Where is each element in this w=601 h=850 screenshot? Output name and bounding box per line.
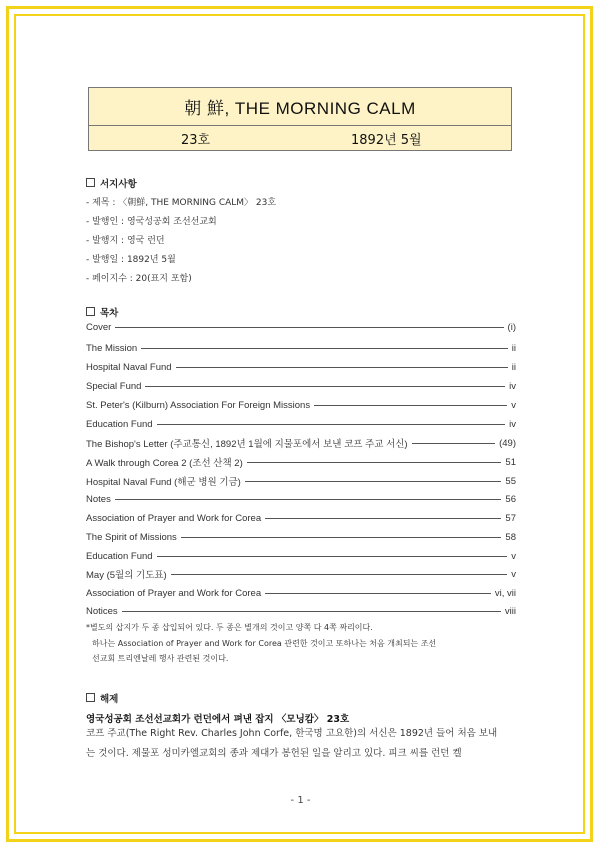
- toc-entry: Notes 56: [86, 493, 516, 505]
- toc-entry: Hospital Naval Fund (해군 병원 기금) 55: [86, 475, 516, 488]
- toc-entry: The Bishop's Letter (주교통신, 1892년 1월에 지물포에서 보낸 코프 주교 서신) (49): [86, 437, 516, 450]
- toc-entry: May (5월의 기도표) v: [86, 568, 516, 581]
- toc-entry: Association of Prayer and Work for Corea 57: [86, 512, 516, 524]
- bib-publisher: - 발행인 : 영국성공회 조선선교회: [86, 217, 217, 227]
- title-box: [88, 87, 512, 151]
- commentary-heading: 해제: [86, 691, 118, 705]
- toc-entry: St. Peter's (Kilburn) Association For Foreign Missions v: [86, 399, 516, 411]
- toc-entry: Cover (i): [86, 321, 516, 333]
- commentary-title: 영국성공회 조선선교회가 런던에서 펴낸 잡지 〈모닝캄〉 23호: [86, 714, 350, 725]
- journal-title: 朝 鮮, THE MORNING CALM: [89, 88, 511, 126]
- toc-entry: Notices viii: [86, 605, 516, 617]
- toc-note-line: *별도의 삽지가 두 종 삽입되어 있다. 두 종은 별개의 것이고 양쪽 다 4쪽 짜리이다.: [86, 623, 373, 632]
- toc-entry: Hospital Naval Fund ii: [86, 361, 516, 373]
- paragraph-line: 코프 주교(The Right Rev. Charles John Corfe, 한국명 고요한)의 서신은 1892년 들어 처음 보내: [86, 728, 498, 739]
- toc-heading: 목차: [86, 305, 118, 319]
- toc-note-line: 하나는 Association of Prayer and Work for Corea 관련한 것이고 또하나는 처음 개최되는 조선: [92, 639, 437, 648]
- checkbox-icon: [86, 307, 95, 316]
- bib-title: - 제목 : 〈朝鮮, THE MORNING CALM〉 23호: [86, 198, 277, 208]
- bibliography-heading: 서지사항: [86, 176, 137, 190]
- toc-entry: Education Fund v: [86, 550, 516, 562]
- toc-note-line: 선교회 트리엔날레 행사 관련된 것이다.: [92, 654, 229, 663]
- issue-date: 1892년 5월: [351, 132, 422, 148]
- issue-row: [89, 126, 511, 150]
- toc-entry: The Mission ii: [86, 342, 516, 354]
- checkbox-icon: [86, 693, 95, 702]
- toc-entry: A Walk through Corea 2 (조선 산책 2) 51: [86, 456, 516, 469]
- bib-pages: - 페이지수 : 20(표지 포함): [86, 274, 192, 284]
- bib-date: - 발행일 : 1892년 5월: [86, 255, 176, 265]
- issue-number: 23호: [181, 132, 211, 148]
- toc-entry: Education Fund iv: [86, 418, 516, 430]
- toc-entry: Special Fund iv: [86, 380, 516, 392]
- paragraph-line: 는 것이다. 제물포 성미카엘교회의 종과 제대가 봉헌된 일을 알리고 있다. 피크 씨를 런던 켈: [86, 748, 462, 759]
- checkbox-icon: [86, 178, 95, 187]
- page-number: - 1 -: [290, 795, 311, 806]
- commentary-paragraph: [86, 724, 518, 764]
- toc-entry: Association of Prayer and Work for Corea vi, vii: [86, 587, 516, 599]
- bib-place: - 발행지 : 영국 런던: [86, 236, 165, 246]
- toc-entry: The Spirit of Missions 58: [86, 531, 516, 543]
